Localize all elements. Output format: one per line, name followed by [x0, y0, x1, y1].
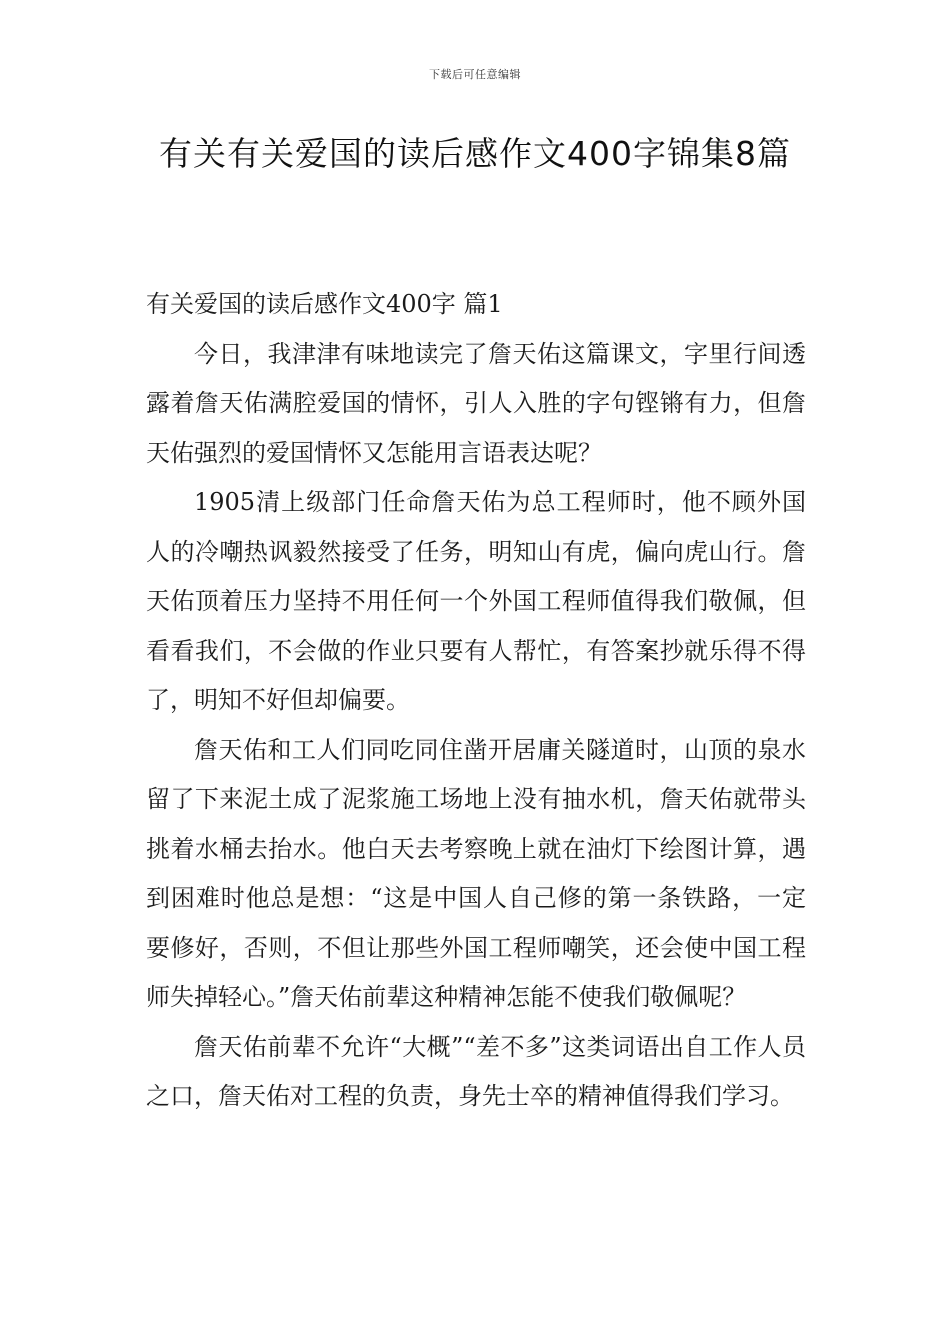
- section-heading: 有关爱国的读后感作文400字 篇1: [146, 290, 503, 318]
- document-title: 有关有关爱国的读后感作文400字锦集8篇: [159, 134, 791, 173]
- paragraph-2: 1905清上级部门任命詹天佑为总工程师时，他不顾外国人的冷嘲热讽毅然接受了任务，明知山有虎，偏向虎山行。詹天佑顶着压力坚持不用任何一个外国工程师值得我们敬佩，但看看我们，不会做的作业只要有人帮忙，有答案抄就乐得不得了，明知不好但却偏要。: [146, 488, 806, 714]
- paragraph-3: 詹天佑和工人们同吃同住凿开居庸关隧道时，山顶的泉水留了下来泥土成了泥浆施工场地上没有抽水机，詹天佑就带头挑着水桶去抬水。他白天去考察晚上就在油灯下绘图计算，遇到困难时他总是想：“这是中国人自己修的第一条铁路，一定要修好，否则，不但让那些外国工程师嘲笑，还会使中国工程师失掉轻心。”詹天佑前辈这种精神怎能不使我们敬佩呢？: [146, 735, 806, 1011]
- header-note: 下载后可任意编辑: [429, 68, 521, 81]
- paragraph-4: 詹天佑前辈不允许“大概”“差不多”这类词语出自工作人员之口，詹天佑对工程的负责，身先士卒的精神值得我们学习。: [146, 1032, 806, 1110]
- paragraph-1: 今日，我津津有味地读完了詹天佑这篇课文，字里行间透露着詹天佑满腔爱国的情怀，引人入胜的字句铿锵有力，但詹天佑强烈的爱国情怀又怎能用言语表达呢？: [146, 339, 806, 467]
- document-body: [146, 280, 806, 1122]
